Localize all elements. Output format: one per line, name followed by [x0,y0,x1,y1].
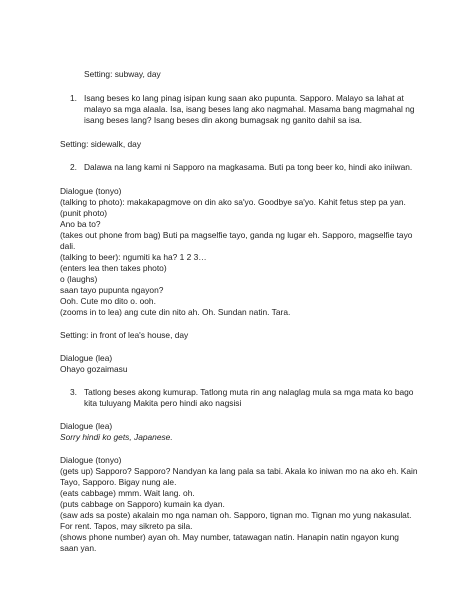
dialogue-line: dali. [60,241,76,251]
dialogue-line: Ohayo gozaimasu [60,364,128,374]
item3-line: kita tuluyang Makita pero hindi ako nagsisi [84,398,242,408]
item1-line: malayo sa mga alaala. Isa, isang beses lang ako nagmahal. Masama bang magmahal ng [84,104,415,114]
dialogue-line: (punit photo) [60,208,108,218]
item-number-2: 2. [70,162,77,172]
dialogue-heading: Dialogue (tonyo) [60,186,122,196]
dialogue-line: (shows phone number) ayan oh. May number, tatawagan natin. Hanapin natin ngayon kung [60,532,399,542]
dialogue-line: (takes out phone from bag) Buti pa magselfie tayo, ganda ng lugar eh. Sapporo, magselfie tayo [60,230,413,240]
dialogue-line: (gets up) Sapporo? Sapporo? Nandyan ka lang pala sa tabi. Akala ko iniwan mo na ako eh. Kain [60,466,418,476]
dialogue-line: saan yan. [60,543,97,553]
dialogue-heading: Dialogue (lea) [60,421,113,431]
item1-line: Isang beses ko lang pinag isipan kung saan ako pupunta. Sapporo. Malayo sa lahat at [84,93,404,103]
setting-leas-house: Setting: in front of lea's house, day [60,330,189,340]
dialogue-line: (zooms in to lea) ang cute din nito ah. Oh. Sundan natin. Tara. [60,307,291,317]
dialogue-line: Tayo, Sapporo. Bigay nung ale. [60,477,177,487]
dialogue-line: For rent. Tapos, may sikreto pa sila. [60,521,193,531]
dialogue-line: (talking to photo): makakapagmove on din ako sa'yo. Goodbye sa'yo. Kahit fetus step pa yan. [60,197,406,207]
setting-sidewalk: Setting: sidewalk, day [60,139,142,149]
item3-line: Tatlong beses akong kumurap. Tatlong muta rin ang nalaglag mula sa mga mata ko bago [84,387,414,397]
dialogue-line: (puts cabbage on Sapporo) kumain ka dyan. [60,499,225,509]
item-number-3: 3. [70,387,77,397]
dialogue-line: (eats cabbage) mmm. Wait lang. oh. [60,488,195,498]
dialogue-heading: Dialogue (tonyo) [60,455,122,465]
item-number-1: 1. [70,93,77,103]
dialogue-line: (saw ads sa poste) akalain mo nga naman oh. Sapporo, tignan mo. Tignan mo yung nakasulat. [60,510,412,520]
dialogue-line-italic: Sorry hindi ko gets, Japanese. [60,432,173,442]
dialogue-line: Ano ba to? [60,219,101,229]
item1-line: isang beses lang? Isang beses din akong bumagsak ng ganito dahil sa isa. [84,115,362,125]
dialogue-line: o (laughs) [60,274,98,284]
dialogue-line: Ooh. Cute mo dito o. ooh. [60,296,156,306]
dialogue-heading: Dialogue (lea) [60,353,113,363]
dialogue-line: (enters lea then takes photo) [60,263,167,273]
dialogue-line: (talking to beer): ngumiti ka ha? 1 2 3… [60,252,207,262]
item2-line: Dalawa na lang kami ni Sapporo na magkasama. Buti pa tong beer ko, hindi ako iniiwan. [84,162,413,172]
dialogue-line: saan tayo pupunta ngayon? [60,285,164,295]
setting-subway: Setting: subway, day [84,69,161,79]
